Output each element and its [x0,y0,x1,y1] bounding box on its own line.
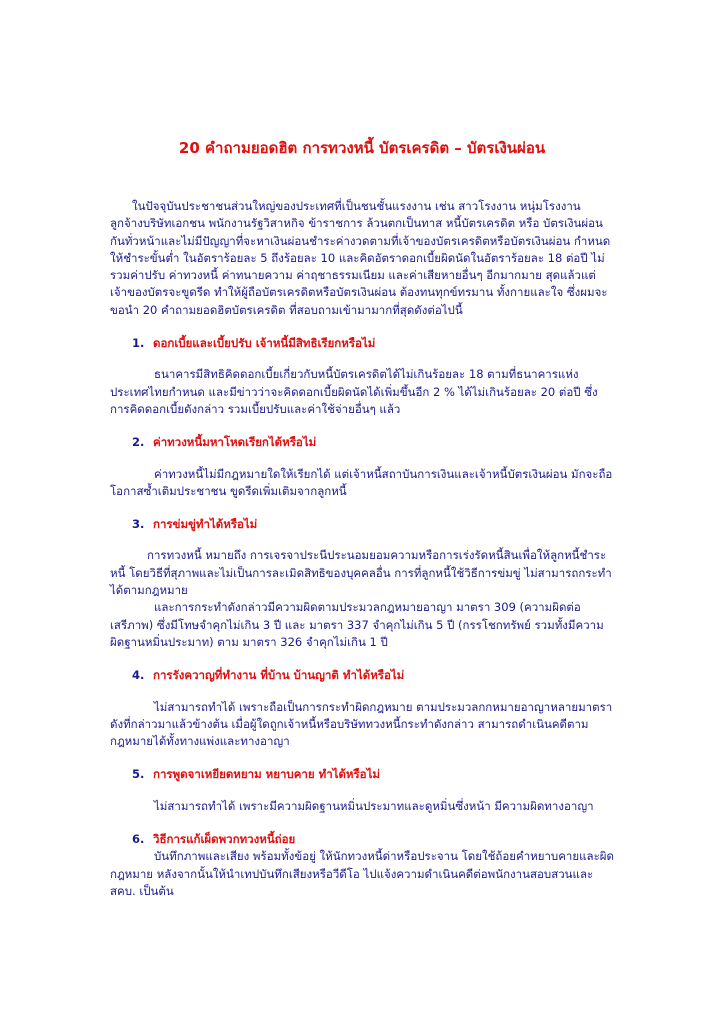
item-5-heading [110,766,616,783]
item-6-heading-text: วิธีการแก้เผ็ดพวกทวงหนี้ถ่อย [153,832,296,847]
intro-paragraph: ในปัจจุบันประชาชนส่วนใหญ่ของประเทศที่เป็นชนชั้นแรงงาน เช่น สาวโรงงาน หนุ่มโรงงาน ลูกจ้างบริษัทเอกชน พนักงานรัฐวิสาหกิจ ข้าราชการ ล้วนตกเป็นทาส หนี้บัตรเครดิต หรือ บัตรเงินผ่อน กันทั่วหน้าและไม่มีปัญญาที่จะหาเงินผ่อนชำระค่างวดตามที่เจ้าของบัตรเครดิตหรือบัตรเงินผ่อน กำหนดให้ชำระขั้นต่ำ ในอัตราร้อยละ 5 ถึงร้อยละ 10 และคิดอัตราดอกเบี้ยผิดนัดในอัตราร้อยละ 18 ต่อปี ไม่รวมค่าปรับ ค่าทวงหนี้ ค่าทนายความ ค่าฤชาธรรมเนียม และค่าเสียหายอื่นๆ อีกมากมาย สุดแล้วแต่เจ้าของบัตรจะขูดรีด ทำให้ผู้ถือบัตรเครดิตหรือบัตรเงินผ่อน ต้องทนทุกข์ทรมาน ทั้งกายและใจ ซึ่งผมจะขอนำ 20 คำถามยอดฮิตบัตรเครดิต ที่สอบถามเข้ามามากที่สุดดังต่อไปนี้ [110,199,611,317]
item-4-heading [110,667,616,684]
item-6-number: 6. [132,832,145,847]
item-3-body-continued: และการกระทำดังกล่าวมีความผิดตามประมวลกฎหมายอาญา มาตรา 309 (ความผิดต่อเสรีภาพ) ซึ่งมีโทษจำคุกไม่เกิน 3 ปี และ มาตรา 337 จำคุกไม่เกิน 5 ปี (กรรโชกทรัพย์ รวมทั้งมีความผิดฐานหมิ่นประมาท) ตาม มาตรา 326 จำคุกไม่เกิน 1 ปี [110,600,604,649]
item-5-body: ไม่สามารถทำได้ เพราะมีความผิดฐานหมิ่นประมาทและดูหมิ่นซึ่งหน้า มีความผิดทางอาญา [154,798,594,813]
item-3-heading-text: การข่มขู่ทำได้หรือไม่ [153,517,258,532]
item-4-body: ไม่สามารถทำได้ เพราะถือเป็นการกระทำผิดกฎหมาย ตามประมวลกกหมายอาญาหลายมาตรา ดังที่กล่าวมาแล้วข้างต้น เมื่อผู้ใดถูกเจ้าหนี้หรือบริษัททวงหนี้กระทำดังกล่าว สามารถดำเนินคดีตามกฎหมายได้ทั้งทางแพ่งและทางอาญา [110,699,613,749]
item-1-number: 1. [132,336,145,351]
item-2-heading [110,434,616,451]
item-2-body: ค่าทวงหนี้ไม่มีกฎหมายใดให้เรียกได้ แต่เจ้าหนี้สถาบันการเงินและเจ้าหนี้บัตรเงินผ่อน มักจะถือโอกาสซ้ำเติมประชาชน ขูดรีดเพิ่มเติมจากลูกหนี้ [110,466,613,498]
item-2-heading-text: ค่าทวงหนี้มหาโหดเรียกได้หรือไม่ [153,435,317,450]
item-1-body: ธนาคารมีสิทธิคิดดอกเบี้ยเกี่ยวกับหนี้บัตรเครดิตได้ไม่เกินร้อยละ 18 ตามที่ธนาคารแห่งประเทศไทยกำหนด และมีข่าวว่าจะคิดดอกเบี้ยผิดนัดได้เพิ่มขึ้นอีก 2 % ได้ไม่เกินร้อยละ 20 ต่อปี ซึ่งการคิดดอกเบี้ยดังกล่าว รวมเบี้ยปรับและค่าใช้จ่ายอื่นๆ แล้ว [110,367,598,416]
item-3-body: การทวงหนี้ หมายถึง การเจรจาประนีประนอมยอมความหรือการเร่งรัดหนี้สินเพื่อให้ลูกหนี้ชำระหนี้ โดยวิธีที่สุภาพและไม่เป็นการละเมิดสิทธิของบุคคลอื่น การที่ลูกหนี้ใช้วิธีการข่มขู่ ไม่สามารถกระทำได้ตามกฎหมาย [110,548,612,598]
item-5-heading-text: การพูดจาเหยียดหยาม หยาบคาย ทำได้หรือไม่ [153,767,380,782]
item-1-heading [110,335,616,352]
item-3-heading [110,516,616,533]
document-title: 20 คำถามยอดฮิต การทวงหนี้ บัตรเครดิต – บัตรเงินผ่อน [178,139,546,157]
item-2-number: 2. [132,435,145,450]
item-4-number: 4. [132,668,145,683]
document-body [110,198,616,900]
item-5-number: 5. [132,767,145,782]
item-4-heading-text: การรังควาญที่ทำงาน ที่บ้าน บ้านญาติ ทำได้หรือไม่ [153,668,405,683]
item-3-number: 3. [132,517,145,532]
item-1-heading-text: ดอกเบี้ยและเบี้ยปรับ เจ้าหนี้มีสิทธิเรียกหรือไม่ [153,336,376,351]
item-6-body: บันทึกภาพและเสียง พร้อมทั้งข้อยู่ ให้นักทวงหนี้ด่าหรือประจาน โดยใช้ถ้อยคำหยาบคายและผิดกฎหมาย หลังจากนั้นให้นำเทปบันทึกเสียงหรือวีดีโอ ไปแจ้งความดำเนินคดีต่อพนักงานสอบสวนและ สคบ. เป็นต้น [110,849,614,898]
item-6-heading [110,831,616,848]
